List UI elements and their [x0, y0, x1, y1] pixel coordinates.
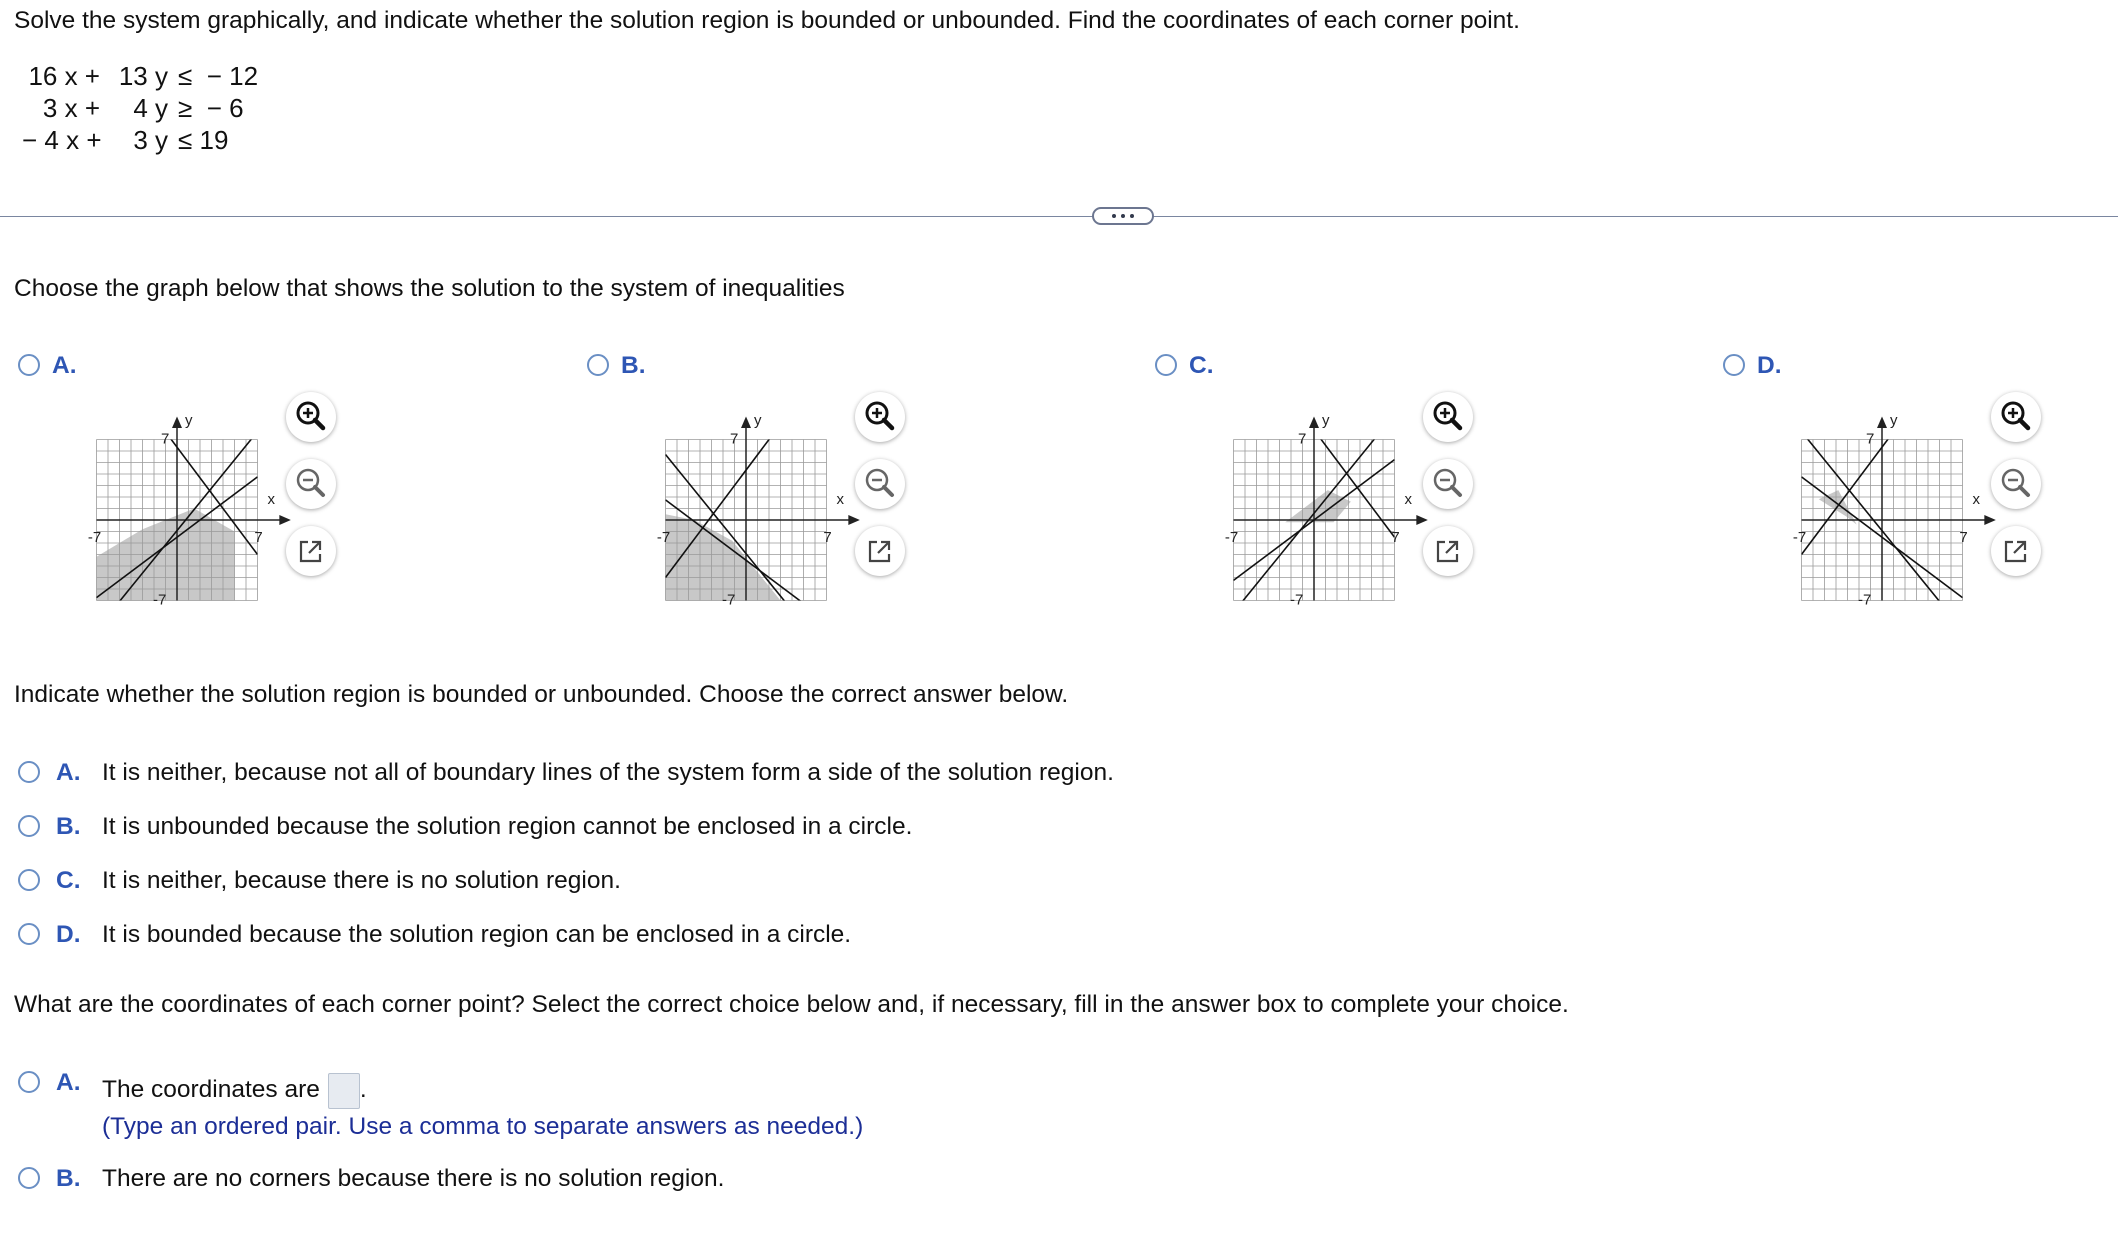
graph-option-c-radio[interactable] [1155, 354, 1177, 376]
zoom-out-icon [1423, 459, 1473, 509]
graph-option-a-zoom-out-button[interactable] [286, 459, 336, 509]
zoom-in-icon [1991, 392, 2041, 442]
graph-option-a-zoom-in-button[interactable] [286, 392, 336, 442]
y-axis-label: y [754, 412, 762, 430]
bounded-option-a-text[interactable]: It is neither, because not all of boundary lines of the system form a side of the solution region. [102, 759, 1114, 786]
popout-icon [1991, 526, 2041, 576]
bounded-option-c-radio[interactable] [18, 869, 40, 891]
graph-option-c-popout-button[interactable] [1423, 526, 1473, 576]
y-tick-7: 7 [730, 430, 739, 448]
inequality-1: 16 x + 13 y ≤ − 12 [28, 61, 259, 91]
graph-option-c-zoom-out-button[interactable] [1423, 459, 1473, 509]
inequality-2: 3 x + 4 y ≥ − 6 [42, 93, 244, 123]
graph-option-a-popout-button[interactable] [286, 526, 336, 576]
graph-option-d-letter: D. [1757, 352, 1782, 379]
corner-option-a-line [102, 1072, 367, 1109]
corner-option-a-hint: (Type an ordered pair. Use a comma to separate answers as needed.) [102, 1113, 864, 1140]
zoom-in-icon [1423, 392, 1473, 442]
bounded-prompt: Indicate whether the solution region is bounded or unbounded. Choose the correct answer below. [14, 681, 1069, 708]
graph-option-a-letter: A. [52, 352, 77, 379]
graph-option-b-zoom-out-button[interactable] [855, 459, 905, 509]
graph-option-b [641, 400, 851, 630]
graph-option-a-radio[interactable] [18, 354, 40, 376]
question-prompt: Solve the system graphically, and indicate whether the solution region is bounded or unbounded. Find the coordinates of each corner point. [14, 7, 1520, 34]
x-axis-label: x [836, 490, 845, 508]
bounded-option-d-radio[interactable] [18, 923, 40, 945]
corner-option-a-letter: A. [56, 1069, 81, 1096]
y-tick-neg7: -7 [153, 591, 167, 609]
expand-more-button[interactable] [1092, 207, 1154, 225]
graph-option-a [72, 400, 282, 630]
y-axis-arrow [741, 417, 751, 429]
popout-icon [855, 526, 905, 576]
graph-prompt: Choose the graph below that shows the solution to the system of inequalities [14, 275, 845, 302]
popout-icon [286, 526, 336, 576]
zoom-in-icon [855, 392, 905, 442]
x-axis-arrow [1984, 515, 1996, 525]
y-tick-7: 7 [161, 430, 170, 448]
graph-option-b-letter: B. [621, 352, 646, 379]
x-axis-arrow [279, 515, 291, 525]
inequality-3: − 4 x + 3 y ≤ 19 [22, 125, 229, 155]
graph-option-b-zoom-in-button[interactable] [855, 392, 905, 442]
y-tick-neg7: -7 [722, 591, 736, 609]
bounded-option-b-text[interactable]: It is unbounded because the solution region cannot be enclosed in a circle. [102, 813, 913, 840]
y-axis-label: y [1890, 412, 1898, 430]
bounded-option-c-text[interactable]: It is neither, because there is no solution region. [102, 867, 621, 894]
zoom-out-icon [1991, 459, 2041, 509]
corner-option-b-radio[interactable] [18, 1167, 40, 1189]
y-tick-7: 7 [1298, 430, 1307, 448]
y-tick-neg7: -7 [1858, 591, 1872, 609]
corner-option-a-period: . [359, 1076, 367, 1103]
graph-option-d-zoom-in-button[interactable] [1991, 392, 2041, 442]
x-tick-neg7: -7 [1224, 529, 1239, 546]
x-axis-label: x [1404, 490, 1413, 508]
x-tick-7: 7 [1959, 529, 1968, 546]
x-tick-neg7: -7 [1792, 529, 1807, 546]
popout-icon [1423, 526, 1473, 576]
graph-option-c-letter: C. [1189, 352, 1214, 379]
y-tick-neg7: -7 [1290, 591, 1304, 609]
bounded-option-a-letter: A. [56, 759, 81, 786]
y-axis-label: y [185, 412, 193, 430]
corner-option-a-text[interactable]: The coordinates are [102, 1076, 320, 1103]
section-divider [0, 216, 2118, 217]
x-tick-7: 7 [1391, 529, 1400, 546]
inequality-system [22, 60, 258, 156]
x-axis-label: x [267, 490, 276, 508]
y-axis-arrow [1877, 417, 1887, 429]
graph-option-c-zoom-in-button[interactable] [1423, 392, 1473, 442]
graph-option-d [1777, 400, 1987, 630]
x-tick-neg7: -7 [87, 529, 102, 546]
bounded-option-b-letter: B. [56, 813, 81, 840]
corner-prompt: What are the coordinates of each corner point? Select the correct choice below and, if necessary, fill in the answer box to complete your choice. [14, 991, 1569, 1018]
corner-option-a-radio[interactable] [18, 1071, 40, 1093]
graph-option-d-radio[interactable] [1723, 354, 1745, 376]
zoom-out-icon [286, 459, 336, 509]
corner-option-b-text[interactable]: There are no corners because there is no solution region. [102, 1165, 725, 1192]
coordinates-answer-box[interactable] [328, 1073, 360, 1109]
bounded-option-d-letter: D. [56, 921, 81, 948]
graph-option-b-popout-button[interactable] [855, 526, 905, 576]
bounded-option-a-radio[interactable] [18, 761, 40, 783]
x-axis-label: x [1972, 490, 1981, 508]
x-tick-7: 7 [823, 529, 832, 546]
x-tick-7: 7 [254, 529, 263, 546]
bounded-option-c-letter: C. [56, 867, 81, 894]
graph-option-c [1209, 400, 1419, 630]
zoom-out-icon [855, 459, 905, 509]
graph-option-d-popout-button[interactable] [1991, 526, 2041, 576]
x-axis-arrow [848, 515, 860, 525]
y-axis-arrow [172, 417, 182, 429]
corner-option-b-letter: B. [56, 1165, 81, 1192]
y-tick-7: 7 [1866, 430, 1875, 448]
y-axis-label: y [1322, 412, 1330, 430]
y-axis-arrow [1309, 417, 1319, 429]
x-tick-neg7: -7 [656, 529, 671, 546]
graph-option-b-radio[interactable] [587, 354, 609, 376]
zoom-in-icon [286, 392, 336, 442]
bounded-option-b-radio[interactable] [18, 815, 40, 837]
graph-option-d-zoom-out-button[interactable] [1991, 459, 2041, 509]
x-axis-arrow [1416, 515, 1428, 525]
bounded-option-d-text[interactable]: It is bounded because the solution region can be enclosed in a circle. [102, 921, 852, 948]
